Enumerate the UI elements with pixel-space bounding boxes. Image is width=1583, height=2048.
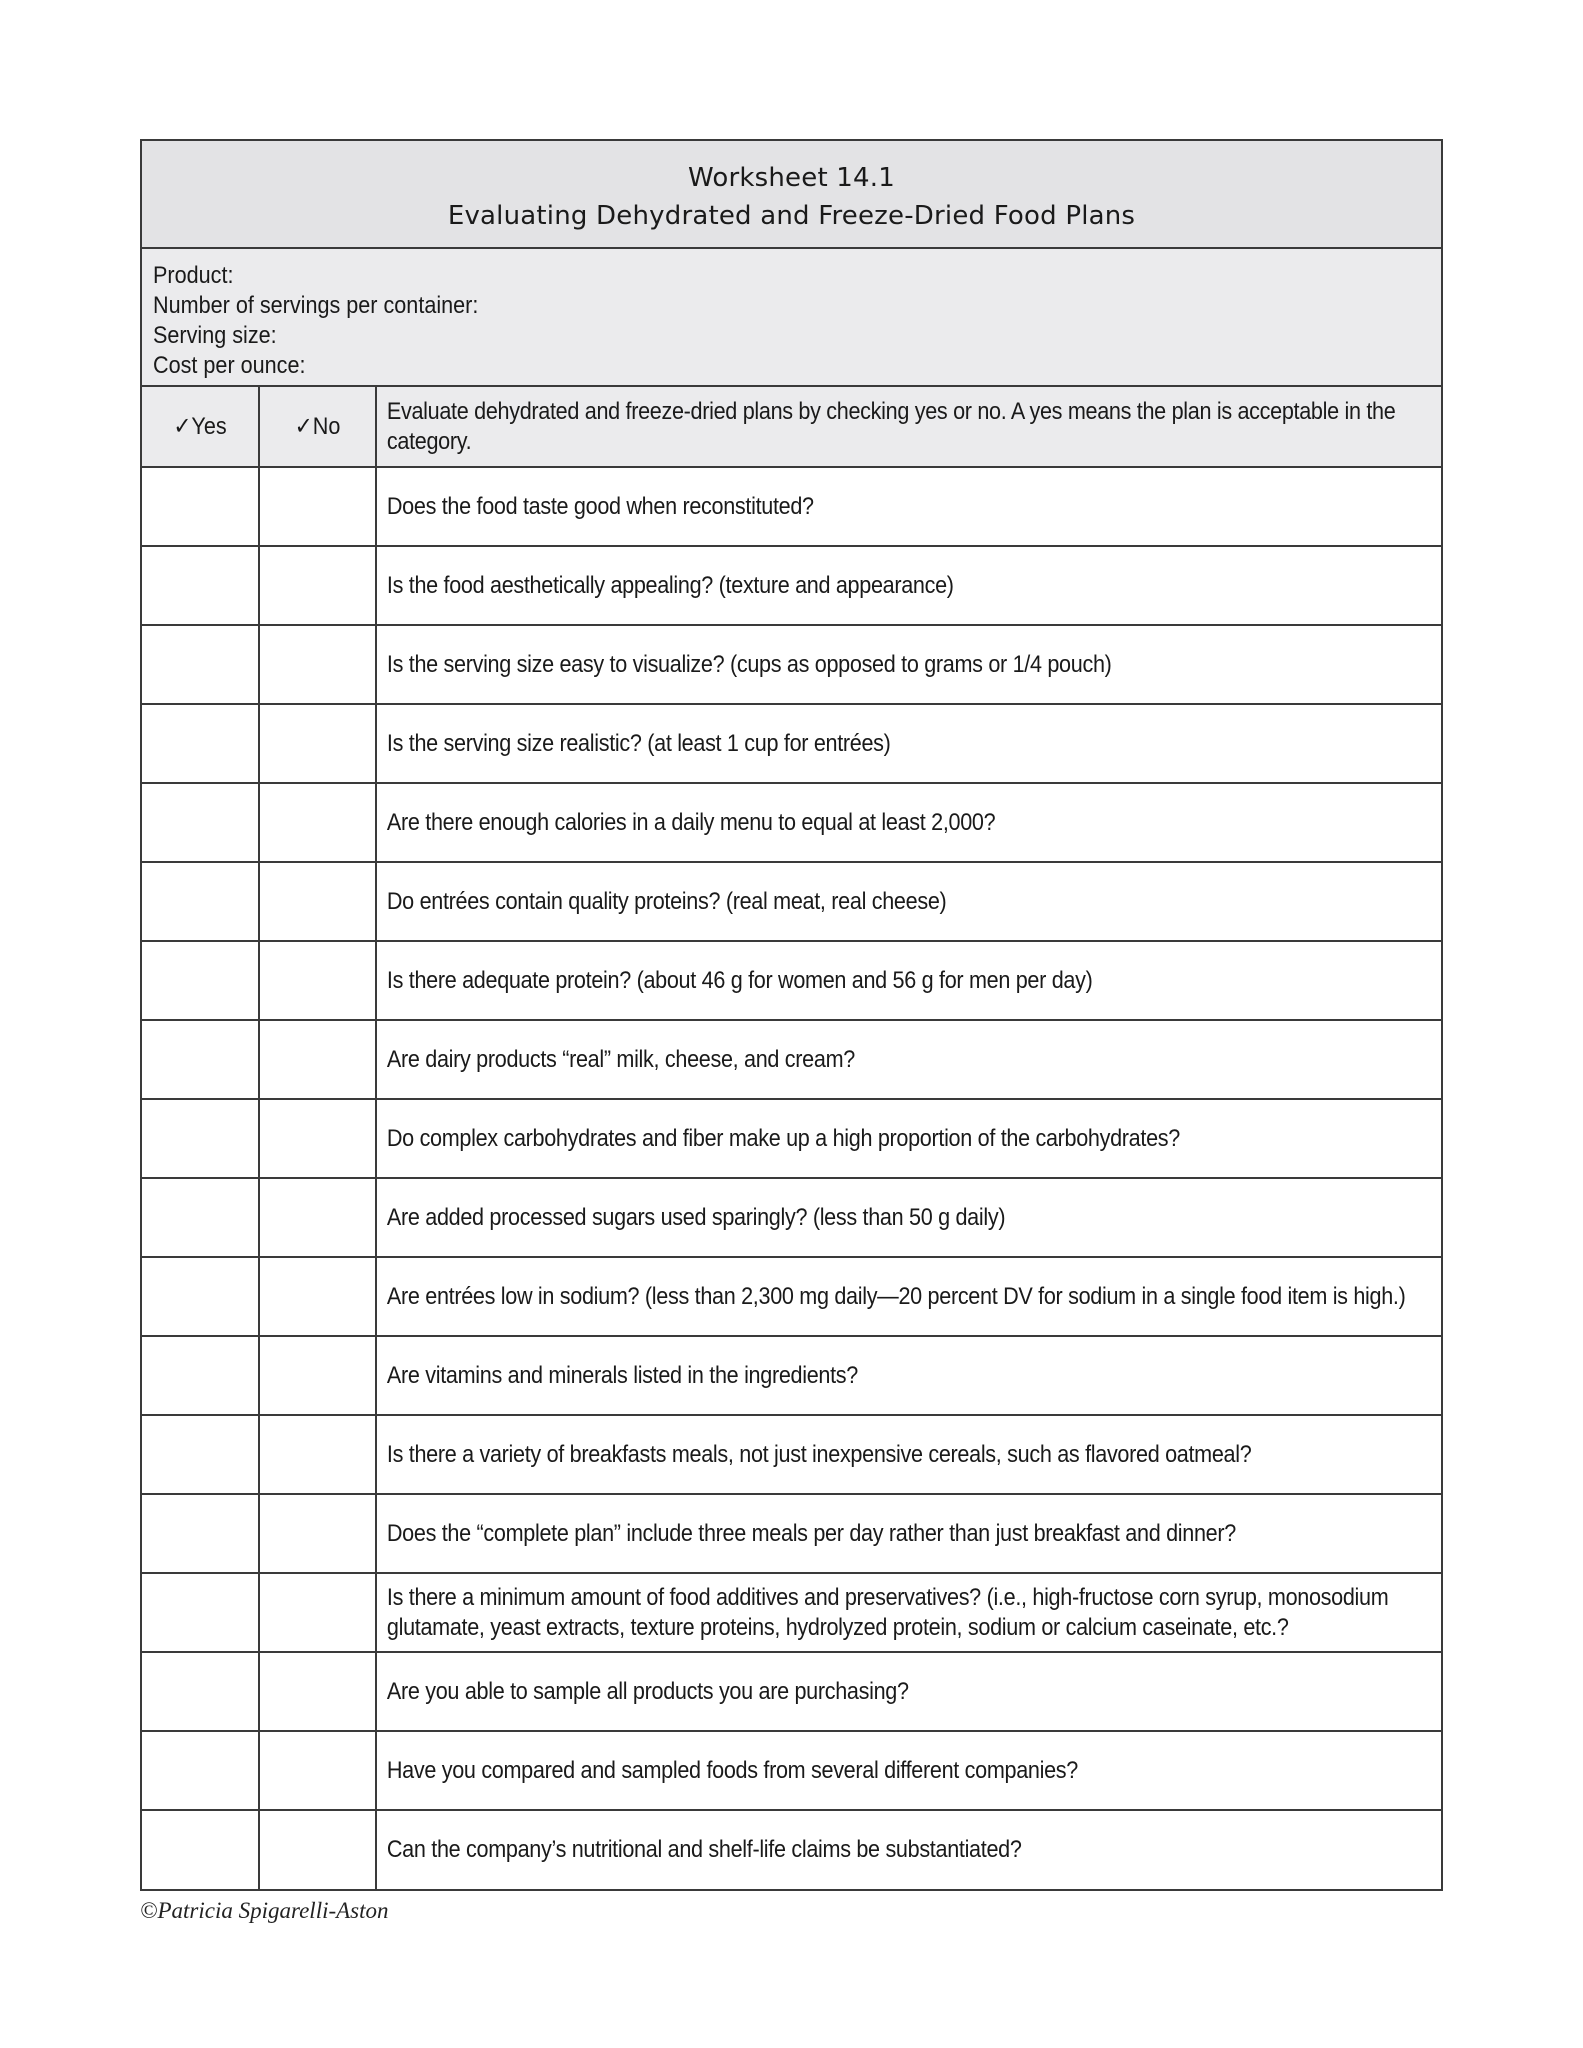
table-row: [142, 467, 1441, 546]
no-checkbox-cell[interactable]: [259, 1099, 376, 1178]
serving-size-field[interactable]: Serving size:: [153, 322, 277, 349]
table-row: [142, 625, 1441, 704]
question-text: Does the food taste good when reconstituted?: [386, 492, 814, 520]
question-cell: [376, 467, 1441, 546]
copyright-credit: ©Patricia Spigarelli-Aston: [140, 1898, 389, 1923]
question-text: Are there enough calories in a daily menu to equal at least 2,000?: [386, 808, 996, 836]
question-text: Are dairy products “real” milk, cheese, and cream?: [386, 1045, 855, 1073]
yes-checkbox-cell[interactable]: [142, 1810, 259, 1889]
no-checkbox-cell[interactable]: [259, 704, 376, 783]
question-text: Is there a variety of breakfasts meals, not just inexpensive cereals, such as flavored oatmeal?: [386, 1440, 1252, 1468]
question-cell: [376, 1415, 1441, 1494]
question-cell: [376, 941, 1441, 1020]
question-text: Do entrées contain quality proteins? (real meat, real cheese): [386, 887, 947, 915]
table-row: [142, 1178, 1441, 1257]
no-checkbox-cell[interactable]: [259, 467, 376, 546]
yes-checkbox-cell[interactable]: [142, 1573, 259, 1652]
no-header-label: ✓No: [294, 413, 341, 440]
table-row: [142, 704, 1441, 783]
yes-checkbox-cell[interactable]: [142, 1099, 259, 1178]
question-text: Are added processed sugars used sparingly? (less than 50 g daily): [386, 1203, 1006, 1231]
question-text: Are vitamins and minerals listed in the ingredients?: [386, 1361, 858, 1389]
instructions-cell: [376, 387, 1441, 467]
yes-checkbox-cell[interactable]: [142, 1415, 259, 1494]
no-checkbox-cell[interactable]: [259, 783, 376, 862]
yes-checkbox-cell[interactable]: [142, 625, 259, 704]
question-cell: [376, 1099, 1441, 1178]
yes-checkbox-cell[interactable]: [142, 546, 259, 625]
yes-checkbox-cell[interactable]: [142, 1178, 259, 1257]
no-checkbox-cell[interactable]: [259, 862, 376, 941]
question-cell: [376, 1494, 1441, 1573]
yes-checkbox-cell[interactable]: [142, 704, 259, 783]
no-checkbox-cell[interactable]: [259, 1257, 376, 1336]
table-row: [142, 1336, 1441, 1415]
question-cell: [376, 1810, 1441, 1889]
no-checkbox-cell[interactable]: [259, 546, 376, 625]
no-checkbox-cell[interactable]: [259, 1336, 376, 1415]
question-text: Can the company’s nutritional and shelf-life claims be substantiated?: [386, 1836, 1022, 1863]
evaluation-table: [142, 387, 1441, 1889]
yes-checkbox-cell[interactable]: [142, 1257, 259, 1336]
table-header-row: [142, 387, 1441, 467]
no-checkbox-cell[interactable]: [259, 941, 376, 1020]
no-checkbox-cell[interactable]: [259, 1178, 376, 1257]
question-cell: [376, 546, 1441, 625]
question-cell: [376, 862, 1441, 941]
question-cell: [376, 1257, 1441, 1336]
yes-checkbox-cell[interactable]: [142, 1020, 259, 1099]
question-text: Is the serving size realistic? (at least 1 cup for entrées): [386, 729, 891, 757]
no-checkbox-cell[interactable]: [259, 1652, 376, 1731]
question-text: Are entrées low in sodium? (less than 2,300 mg daily—20 percent DV for sodium in a single food item is high.): [386, 1282, 1406, 1310]
yes-checkbox-cell[interactable]: [142, 783, 259, 862]
no-checkbox-cell[interactable]: [259, 1731, 376, 1810]
table-row: [142, 1573, 1441, 1652]
table-row: [142, 941, 1441, 1020]
yes-checkbox-cell[interactable]: [142, 467, 259, 546]
question-text: Do complex carbohydrates and fiber make up a high proportion of the carbohydrates?: [386, 1124, 1180, 1152]
cost-per-ounce-field[interactable]: Cost per ounce:: [153, 352, 306, 379]
no-checkbox-cell[interactable]: [259, 1494, 376, 1573]
table-row: [142, 1257, 1441, 1336]
question-cell: [376, 1573, 1441, 1652]
question-text: Is there adequate protein? (about 46 g for women and 56 g for men per day): [386, 966, 1093, 994]
table-row: [142, 1020, 1441, 1099]
servings-per-container-field[interactable]: Number of servings per container:: [153, 292, 479, 319]
title-block: [142, 141, 1441, 249]
question-cell: [376, 1652, 1441, 1731]
yes-checkbox-cell[interactable]: [142, 1731, 259, 1810]
worksheet-title: Evaluating Dehydrated and Freeze-Dried Food Plans: [447, 201, 1136, 231]
table-row: [142, 1810, 1441, 1889]
no-checkbox-cell[interactable]: [259, 1020, 376, 1099]
question-text: Is the food aesthetically appealing? (texture and appearance): [386, 571, 954, 599]
table-row: [142, 1731, 1441, 1810]
yes-checkbox-cell[interactable]: [142, 1494, 259, 1573]
table-row: [142, 1494, 1441, 1573]
no-checkbox-cell[interactable]: [259, 625, 376, 704]
yes-header-label: ✓Yes: [173, 413, 227, 440]
question-cell: [376, 1731, 1441, 1810]
yes-checkbox-cell[interactable]: [142, 941, 259, 1020]
worksheet: [140, 139, 1443, 1891]
table-row: [142, 1415, 1441, 1494]
question-cell: [376, 704, 1441, 783]
question-cell: [376, 1178, 1441, 1257]
no-checkbox-cell[interactable]: [259, 1573, 376, 1652]
question-text: Is the serving size easy to visualize? (cups as opposed to grams or 1/4 pouch): [386, 650, 1112, 678]
product-info-block: [142, 249, 1441, 387]
no-checkbox-cell[interactable]: [259, 1810, 376, 1889]
instructions-text: Evaluate dehydrated and freeze-dried plans by checking yes or no. A yes means the plan is acceptable in the category.: [386, 397, 1396, 455]
question-text: Have you compared and sampled foods from several different companies?: [386, 1756, 1078, 1784]
question-cell: [376, 783, 1441, 862]
yes-checkbox-cell[interactable]: [142, 862, 259, 941]
yes-column-header: [142, 387, 259, 467]
table-row: [142, 1652, 1441, 1731]
table-row: [142, 546, 1441, 625]
yes-checkbox-cell[interactable]: [142, 1652, 259, 1731]
table-row: [142, 783, 1441, 862]
table-row: [142, 862, 1441, 941]
question-cell: [376, 1020, 1441, 1099]
question-cell: [376, 1336, 1441, 1415]
table-row: [142, 1099, 1441, 1178]
question-text: Is there a minimum amount of food additives and preservatives? (i.e., high-fructose corn syrup, monosodium glutamate, yeast extracts, texture proteins, hydrolyzed protein, sodium or calcium caseinate, etc.?: [386, 1583, 1389, 1641]
no-column-header: [259, 387, 376, 467]
yes-checkbox-cell[interactable]: [142, 1336, 259, 1415]
product-field[interactable]: Product:: [153, 262, 234, 289]
no-checkbox-cell[interactable]: [259, 1415, 376, 1494]
question-text: Are you able to sample all products you are purchasing?: [386, 1677, 909, 1705]
question-cell: [376, 625, 1441, 704]
worksheet-number: Worksheet 14.1: [687, 163, 895, 193]
question-text: Does the “complete plan” include three meals per day rather than just breakfast and dinner?: [386, 1519, 1236, 1547]
